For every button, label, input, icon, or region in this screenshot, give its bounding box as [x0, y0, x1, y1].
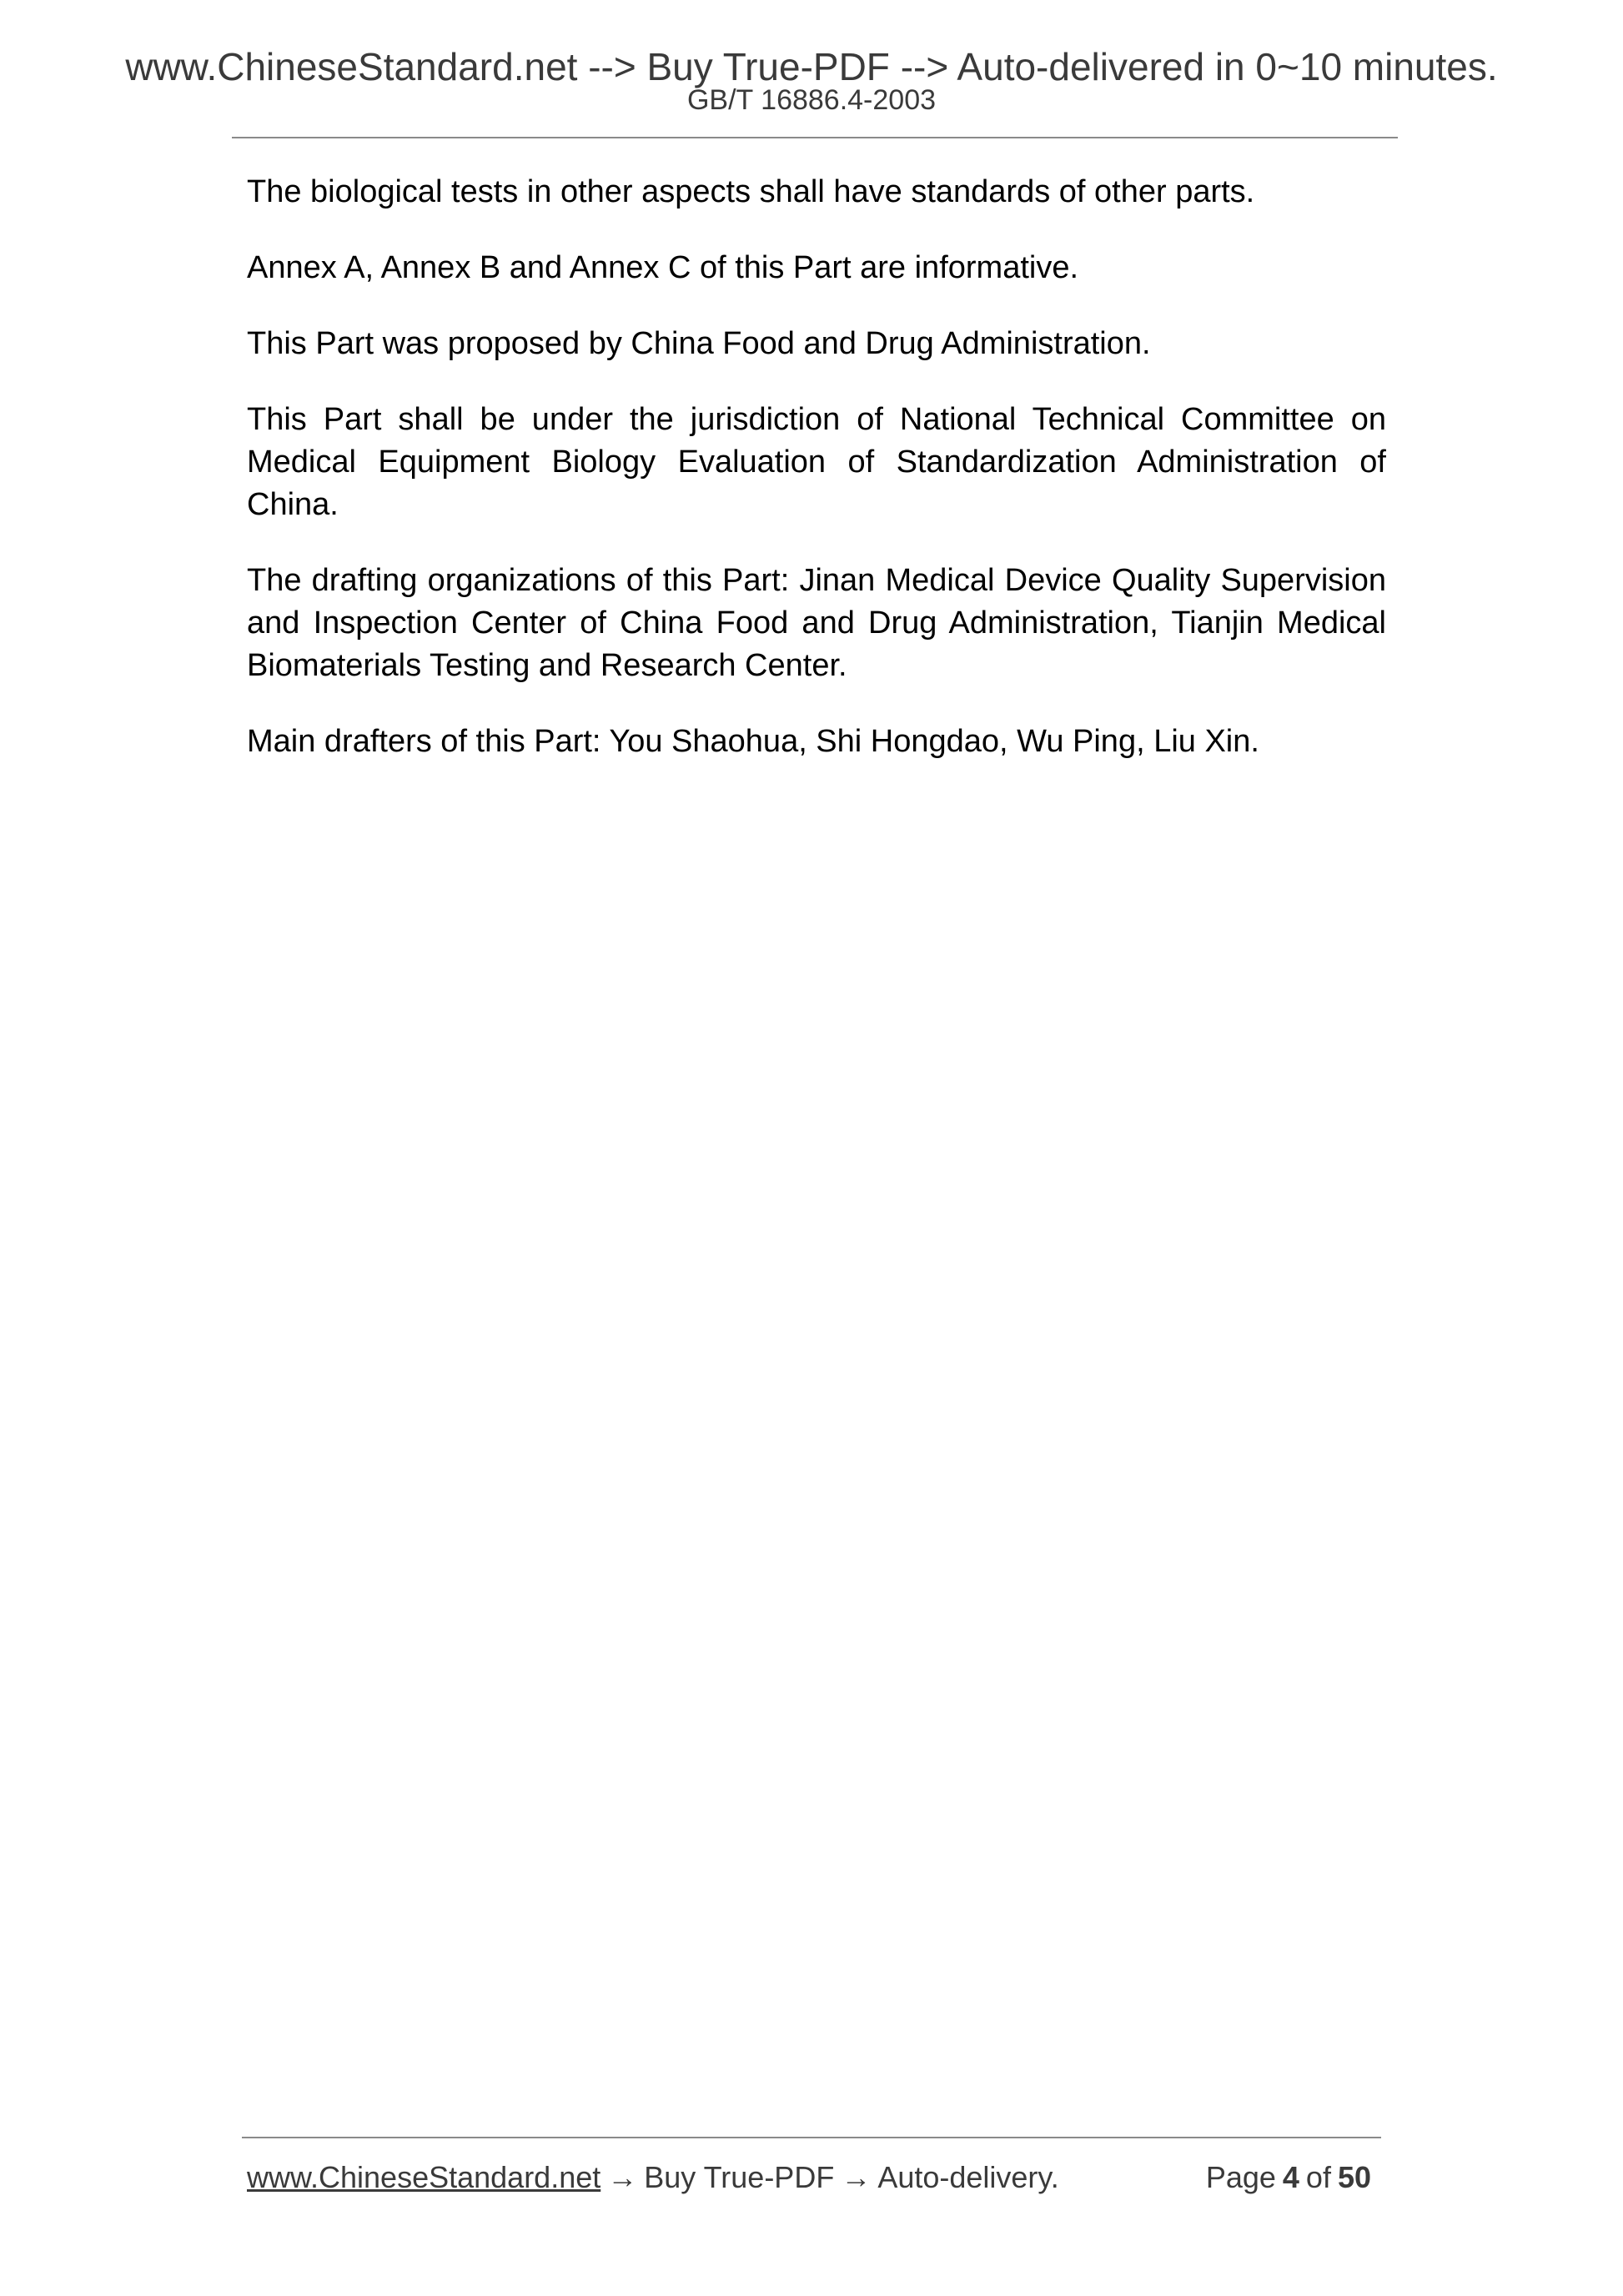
page-label: Page: [1205, 2160, 1276, 2194]
document-body: [247, 171, 1386, 796]
paragraph-drafting-organizations: The drafting organizations of this Part: Jinan Medical Device Quality Supervision and Inspection Center of China Food and Drug Administration, Tianjin Medical Biomaterials Testing and Research Center.: [247, 563, 1386, 683]
arrow-right-icon: →: [607, 2160, 638, 2194]
header-divider: [232, 137, 1398, 138]
footer-buy-text: Buy True-PDF: [644, 2160, 835, 2194]
page-number: [1206, 2157, 1378, 2198]
arrow-right-icon: →: [841, 2160, 872, 2194]
paragraph-other-parts: The biological tests in other aspects shall have standards of other parts.: [247, 174, 1255, 209]
footer-divider: [242, 2137, 1381, 2138]
footer-promo: [247, 2157, 1059, 2198]
page-footer: [247, 2157, 1378, 2198]
paragraph-proposed-by: This Part was proposed by China Food and Drug Administration.: [247, 326, 1151, 361]
paragraph-jurisdiction: This Part shall be under the jurisdiction of National Technical Committee on Medical Equipment Biology Evaluation of Standardization Administration of China.: [247, 402, 1386, 522]
site-banner: www.ChineseStandard.net --> Buy True-PDF --> Auto-delivered in 0~10 minutes.: [125, 45, 1498, 88]
footer-site-link[interactable]: www.ChineseStandard.net: [247, 2160, 601, 2194]
page-current: 4: [1282, 2160, 1299, 2194]
standard-number: GB/T 16886.4-2003: [686, 84, 937, 116]
page-total: 50: [1337, 2160, 1371, 2194]
paragraph-annexes: Annex A, Annex B and Annex C of this Part are informative.: [247, 250, 1079, 285]
page-of: of: [1305, 2160, 1331, 2194]
paragraph-main-drafters: Main drafters of this Part: You Shaohua, Shi Hongdao, Wu Ping, Liu Xin.: [247, 724, 1259, 759]
footer-delivery-text: Auto-delivery.: [877, 2160, 1059, 2194]
